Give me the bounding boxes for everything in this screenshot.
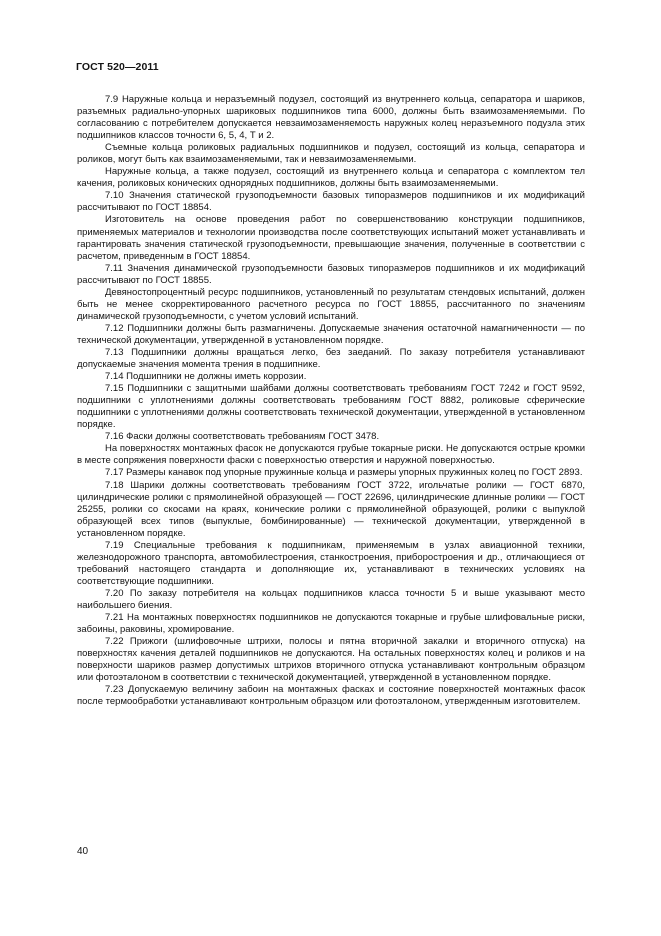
paragraph-7-13: 7.13 Подшипники должны вращаться легко, без заеданий. По заказу потребителя устанавливают допускаемые значения момента трения в подшипнике. [77,346,585,371]
paragraph: Девяностопроцентный ресурс подшипников, установленный по результатам стендовых испытаний, должен быть не менее скорректированного расчетного ресурса по ГОСТ 18855, рассчитанного по значениям динамической грузоподъемности, с учетом условий испытаний. [77,286,585,322]
paragraph-7-15: 7.15 Подшипники с защитными шайбами должны соответствовать требованиям ГОСТ 7242 и ГОСТ 9592, подшипники с уплотнениями должны соответствовать требованиям ГОСТ 8882, роликовые сферические подшипники с уплотнениями должны соответствовать технической документации, утвержденной в установленном порядке. [77,383,585,431]
paragraph-7-9: 7.9 Наружные кольца и неразъемный подузел, состоящий из внутреннего кольца, сепаратора и шариков, разъемных радиально-упорных шариковых подшипников типа 6000, должны быть взаимозаменяемыми. По согласованию с потребителем допускается невзаимозаменяемость наружных колец неразъемного подузла этих подшипников классов точности 6, 5, 4, Т и 2. [77,94,585,142]
paragraph: Изготовитель на основе проведения работ по совершенствованию конструкции подшипников, применяемых материалов и технологии производства после соответствующих испытаний может устанавливать и гарантировать значения статической грузоподъемности, превышающие значения, полученные в соответствии с расчетом, приведенным в ГОСТ 18854. [77,214,585,262]
document-body [77,94,585,708]
paragraph-7-22: 7.22 Прижоги (шлифовочные штрихи, полосы и пятна вторичной закалки и вторичного отпуска) на поверхностях качения деталей подшипников не допускаются. На остальных поверхностях колец и роликов и на поверхности шариков размер допустимых штрихов вторичного отпуска устанавливают контрольным образцом или фотоэталоном в соответствии с технической документацией, утвержденной в установленном порядке. [77,636,585,684]
paragraph-7-16: 7.16 Фаски должны соответствовать требованиям ГОСТ 3478. [105,431,380,443]
paragraph-7-12: 7.12 Подшипники должны быть размагничены. Допускаемые значения остаточной намагниченности — по технической документации, утвержденной в установленном порядке. [77,322,585,346]
standard-header: ГОСТ 520—2011 [76,61,159,73]
paragraph-7-23: 7.23 Допускаемую величину забоин на монтажных фасках и состояние поверхностей монтажных фасок после термообработки устанавливают контрольным образцом или фотоэталоном, утвержденным изготовителем. [77,684,585,708]
paragraph: Съемные кольца роликовых радиальных подшипников и подузел, состоящий из кольца, сепаратора и роликов, могут быть как взаимозаменяемыми, так и невзаимозаменяемыми. [77,142,585,166]
paragraph: На поверхностях монтажных фасок не допускаются грубые токарные риски. Не допускаются острые кромки в месте сопряжения поверхности фаски с поверхностью отверстия и наружной поверхностью. [77,443,585,467]
paragraph-7-19: 7.19 Специальные требования к подшипникам, применяемым в узлах авиационной техники, железнодорожного транспорта, автомобилестроения, станкостроения, приборостроения и др., отличающиеся от требований настоящего стандарта и дополняющие их, устанавливают в технических условиях на соответствующие подшипники. [77,539,585,587]
paragraph-7-21: 7.21 На монтажных поверхностях подшипников не допускаются токарные и грубые шлифовальные риски, забоины, раковины, хромирование. [77,612,585,636]
page-number: 40 [77,846,89,857]
paragraph-7-17: 7.17 Размеры канавок под упорные пружинные кольца и размеры упорных пружинных колец по ГОСТ 2893. [105,467,583,479]
paragraph-7-14: 7.14 Подшипники не должны иметь коррозии. [105,371,307,383]
paragraph-7-20: 7.20 По заказу потребителя на кольцах подшипников класса точности 5 и выше указывают место наибольшего биения. [77,587,585,611]
paragraph-7-18: 7.18 Шарики должны соответствовать требованиям ГОСТ 3722, игольчатые ролики — ГОСТ 6870, цилиндрические ролики с прямолинейной образующей — ГОСТ 22696, цилиндрические длинные ролики — ГОСТ 25255, ролики со скосами на краях, конические ролики с прямолинейной образующей, ролики с выпуклой образующей всех типов (выпуклые, бомбинированные) — технической документации, утвержденной в установленном порядке. [77,479,585,539]
paragraph-7-10: 7.10 Значения статической грузоподъемности базовых типоразмеров подшипников и их модификаций рассчитывают по ГОСТ 18854. [77,190,585,214]
paragraph: Наружные кольца, а также подузел, состоящий из внутреннего кольца и сепаратора с комплектом тел качения, роликовых конических однорядных подшипников, должны быть взаимозаменяемыми. [77,166,585,190]
paragraph-7-11: 7.11 Значения динамической грузоподъемности базовых типоразмеров подшипников и их модификаций рассчитывают по ГОСТ 18855. [77,262,585,286]
